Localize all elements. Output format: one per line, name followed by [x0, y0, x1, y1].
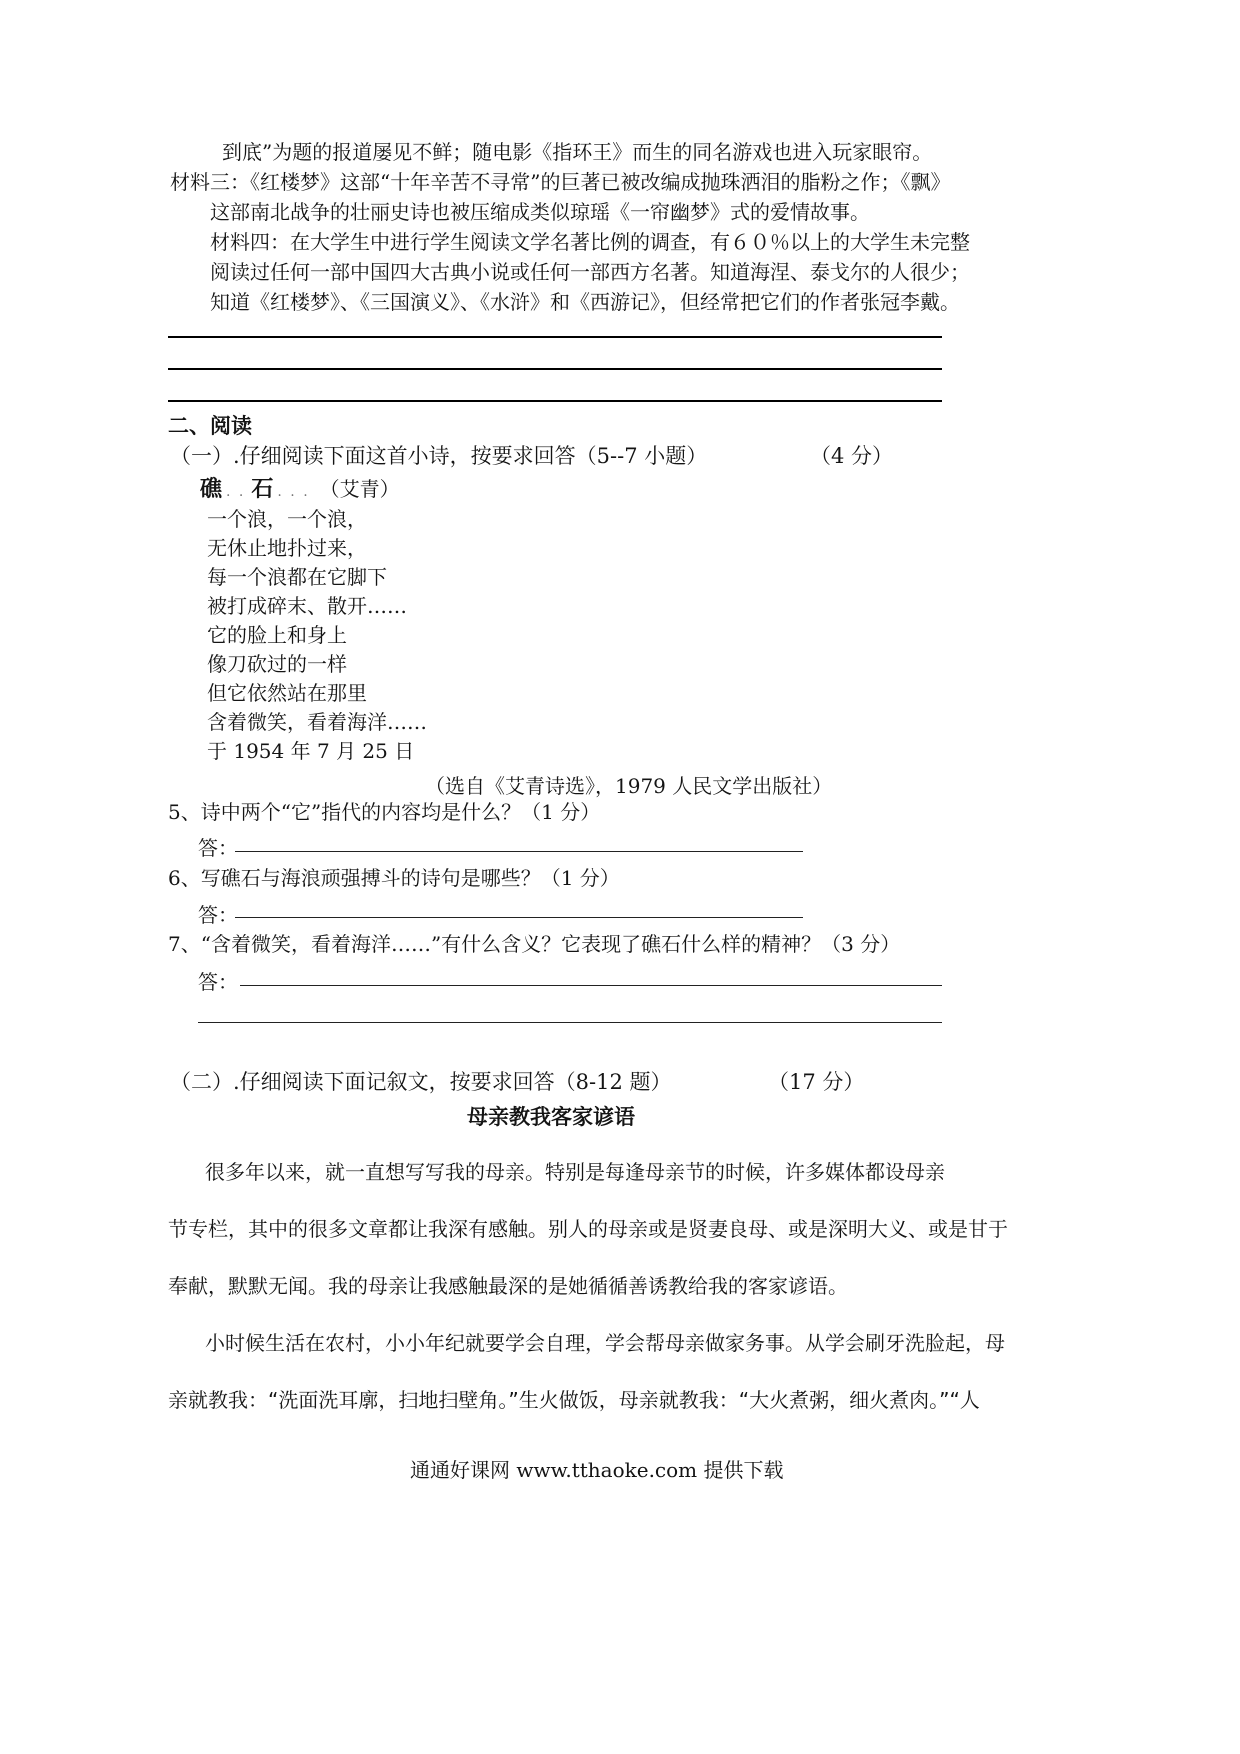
emphasis-dots: . . . [277, 484, 310, 500]
material-3-line: 这部南北战争的壮丽史诗也被压缩成类似琼瑶《一帘幽梦》式的爱情故事。 [210, 200, 870, 224]
answer-label: 答： [198, 836, 238, 860]
article-paragraph-line: 小时候生活在农村，小小年纪就要学会自理，学会帮母亲做家务事。从学会刷牙洗脸起，母 [205, 1331, 1005, 1355]
poem-line: 含着微笑，看着海洋…… [207, 710, 427, 734]
section-heading: 二、阅读 [168, 413, 252, 438]
question-7: 7、“含着微笑，看着海洋……”有什么含义？它表现了礁石什么样的精神？（3 分） [168, 932, 901, 956]
poem-line: 但它依然站在那里 [207, 681, 367, 705]
part-2-title: （二）.仔细阅读下面记叙文，按要求回答（8-12 题） [170, 1070, 672, 1094]
answer-label: 答： [198, 903, 238, 927]
poem-line: 每一个浪都在它脚下 [207, 565, 387, 589]
poem-title-char: 礁 [200, 476, 223, 502]
poem-title-char: 石 [251, 476, 274, 502]
question-5: 5、诗中两个“它”指代的内容均是什么？（1 分） [168, 800, 601, 824]
answer-line[interactable] [198, 1022, 942, 1023]
poem-date: 于 1954 年 7 月 25 日 [207, 739, 415, 763]
answer-line[interactable] [168, 368, 942, 370]
poem-title [200, 472, 400, 503]
material-4-line: 阅读过任何一部中国四大古典小说或任何一部西方名著。知道海涅、泰戈尔的人很少； [210, 260, 970, 284]
answer-label: 答： [198, 970, 238, 994]
answer-line[interactable] [235, 851, 803, 852]
poem-line: 像刀砍过的一样 [207, 652, 347, 676]
poem-line: 被打成碎末、散开…… [207, 594, 407, 618]
part-1-title: （一）.仔细阅读下面这首小诗，按要求回答（5--7 小题） [170, 444, 708, 468]
answer-line[interactable] [168, 400, 942, 402]
material-4-line: 知道《红楼梦》、《三国演义》、《水浒》和《西游记》，但经常把它们的作者张冠李戴。 [210, 290, 960, 314]
poem-line: 一个浪，一个浪， [207, 507, 367, 531]
material-3-line: 材料三：《红楼梦》这部“十年辛苦不寻常”的巨著已被改编成抛珠洒泪的脂粉之作；《飘》 [170, 170, 951, 194]
article-title: 母亲教我客家谚语 [467, 1105, 635, 1129]
poem-source: （选自《艾青诗选》，1979 人民文学出版社） [425, 774, 833, 798]
article-paragraph-line: 奉献，默默无闻。我的母亲让我感触最深的是她循循善诱教给我的客家谚语。 [168, 1274, 848, 1298]
answer-line[interactable] [240, 985, 942, 986]
page-footer: 通通好课网 www.tthaoke.com 提供下载 [410, 1458, 784, 1482]
article-paragraph-line: 亲就教我：“洗面洗耳廓，扫地扫壁角。”生火做饭，母亲就教我：“大火煮粥，细火煮肉。”“人 [168, 1388, 980, 1412]
part-1-score: （4 分） [810, 444, 894, 468]
article-paragraph-line: 很多年以来，就一直想写写我的母亲。特别是每逢母亲节的时候，许多媒体都设母亲 [205, 1160, 945, 1184]
article-paragraph-line: 节专栏，其中的很多文章都让我深有感触。别人的母亲或是贤妻良母、或是深明大义、或是甘于 [168, 1217, 1008, 1241]
answer-line[interactable] [168, 336, 942, 338]
poem-author: （艾青） [319, 477, 400, 501]
poem-line: 无休止地扑过来， [207, 536, 367, 560]
answer-line[interactable] [235, 917, 803, 918]
part-2-score: （17 分） [768, 1070, 865, 1094]
emphasis-dots: . . [226, 484, 246, 500]
poem-line: 它的脸上和身上 [207, 623, 347, 647]
question-6: 6、写礁石与海浪顽强搏斗的诗句是哪些？（1 分） [168, 866, 620, 890]
material-4-line: 材料四：在大学生中进行学生阅读文学名著比例的调查，有６０％以上的大学生未完整 [210, 230, 970, 254]
material-line: 到底”为题的报道屡见不鲜；随电影《指环王》而生的同名游戏也进入玩家眼帘。 [222, 140, 933, 164]
